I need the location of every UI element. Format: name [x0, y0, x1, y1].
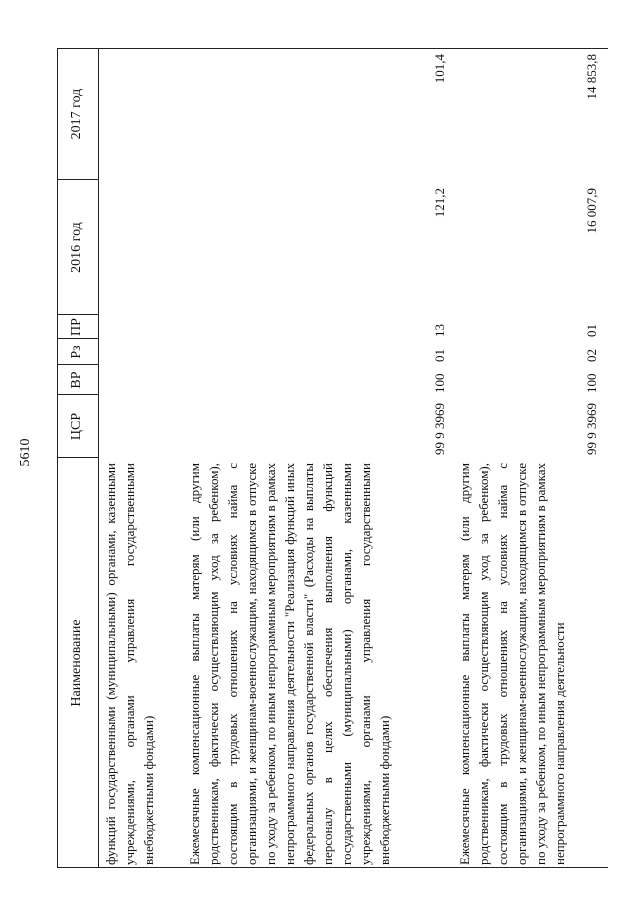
row-1-2017: 101,4	[432, 54, 447, 84]
header-vr: ВР	[69, 371, 84, 389]
row-1-2016: 121,2	[432, 188, 447, 218]
row-1-csr: 99 9 3969	[432, 403, 447, 455]
row-1-vr: 100	[432, 373, 447, 393]
row-2-rz: 02	[584, 349, 599, 362]
row-2-2017: 14 853,8	[584, 54, 599, 100]
header-2016: 2016 год	[69, 222, 84, 273]
row-2-name-text: Ежемесячные компенсационные выплаты матерям (или другим родственникам, фактически осуществляющим уход за ребенком), состоящим в трудовых отношениях на условиях найма с организациями, и женщинам-военнослужащим, находящимся в отпуске по уходу за ребенком, по иным непрограммным мероприятиям в рамках непрограммного направления деятельности	[457, 463, 567, 865]
table-border-left	[57, 867, 608, 868]
table-row-2-name	[455, 463, 569, 865]
continuation-paragraph: функций государственными (муниципальными) органами, казенными учреждениями, органами управления государственными внебюджетными фондами)	[103, 463, 156, 865]
header-divider	[98, 48, 99, 868]
row-2-vr: 100	[584, 373, 599, 393]
table-border-right	[57, 48, 608, 49]
page-number: 5610	[18, 438, 33, 467]
table-border-top	[57, 48, 58, 868]
header-2017: 2017 год	[69, 88, 84, 140]
row-2-pr: 01	[584, 324, 599, 337]
table-row-1-name	[185, 463, 394, 865]
budget-table	[57, 48, 608, 868]
row-1-rz: 01	[432, 349, 447, 362]
header-name: Наименование	[69, 619, 84, 707]
row-1-name-text: Ежемесячные компенсационные выплаты матерям (или другим родственникам, фактически осуществляющим уход за ребенком), состоящим в трудовых отношениях на условиях найма с организациями, и женщинам-военнослужащим, находящимся в отпуске по уходу за ребенком, по иным непрограммным мероприятиям в рамках непрограммного направления деятельности "Реализация функций иных федеральных органов государственной власти" (Расходы на выплаты персоналу в целях обеспечения выполнения функций государственными (муниципальными) органами, казенными учреждениями, органами управления государственными внебюджетными фондами)	[187, 463, 392, 865]
row-2-2016: 16 007,9	[584, 188, 599, 234]
header-csr: ЦСР	[69, 412, 84, 441]
continuation-text	[101, 463, 158, 865]
row-1-pr: 13	[432, 324, 447, 337]
header-rz: Рз	[69, 345, 84, 359]
header-pr: ПР	[69, 318, 84, 336]
row-2-csr: 99 9 3969	[584, 403, 599, 455]
